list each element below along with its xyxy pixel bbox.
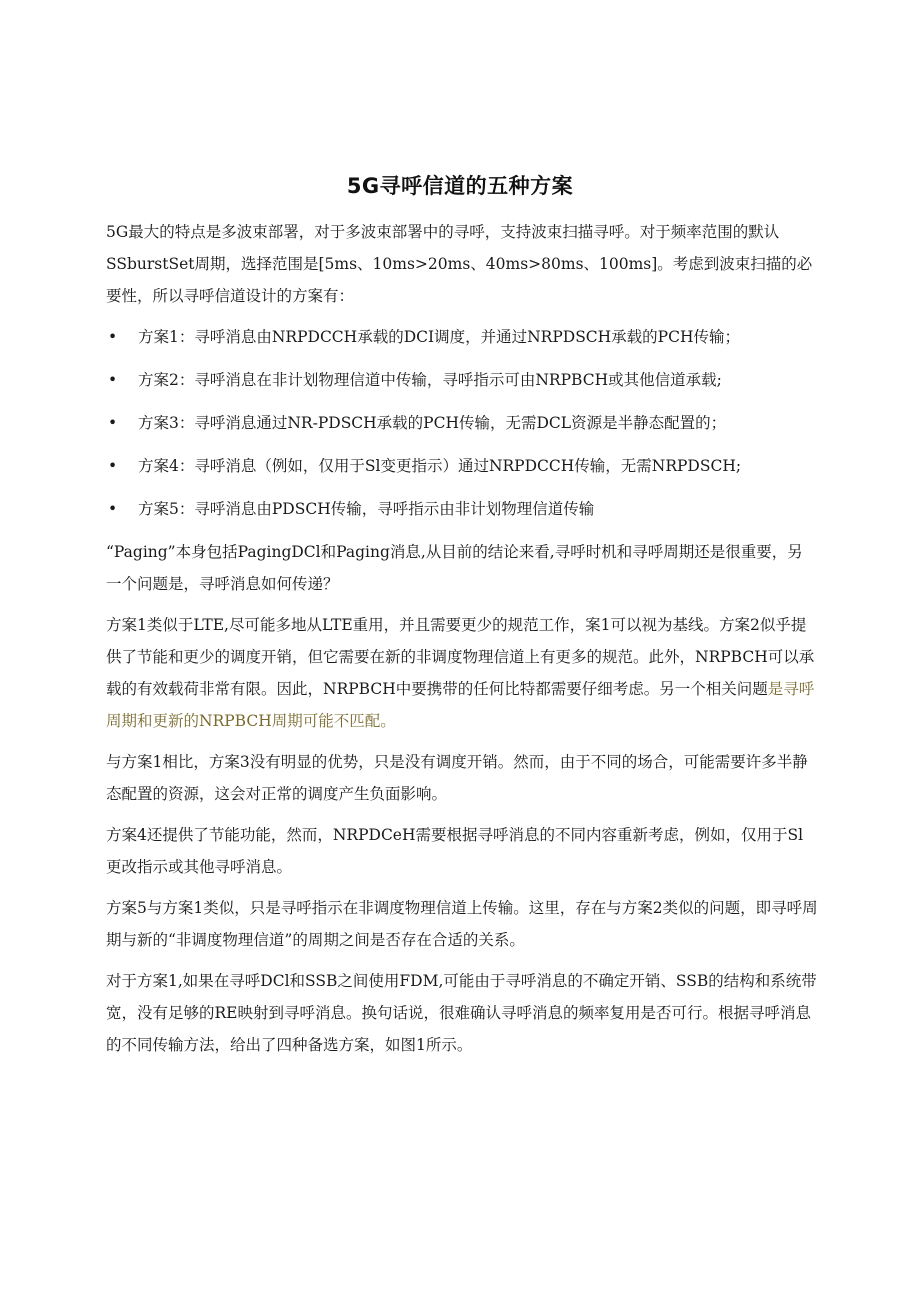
document-body [106,216,818,1070]
plan4-paragraph: 方案4还提供了节能功能，然而，NRPDCeH需要根据寻呼消息的不同内容重新考虑，例如，仅用于Sl更改指示或其他寻呼消息。 [106,826,804,876]
paging-paragraph: “Paging”本身包括PagingDCl和Paging消息,从目前的结论来看,寻呼时机和寻呼周期还是很重要，另一个问题是，寻呼消息如何传递？ [106,543,803,593]
scheme-list-item [106,364,818,396]
bullet-dot-icon: • [108,371,118,389]
scheme-item-text: 方案1：寻呼消息由NRPDCCH承载的DCI调度，并通过NRPDSCH承载的PCH传输； [138,328,740,346]
bullet-dot-icon: • [108,414,118,432]
scheme-item-text: 方案2：寻呼消息在非计划物理信道中传输，寻呼指示可由NRPBCH或其他信道承载; [138,371,722,389]
scheme-list-item [106,450,818,482]
intro-paragraph: 5G最大的特点是多波束部署，对于多波束部署中的寻呼，支持波束扫描寻呼。对于频率范围的默认SSburstSet周期，选择范围是[5ms、10ms>20ms、40ms>80ms、100ms]。考虑到波束扫描的必要性，所以寻呼信道设计的方案有： [106,223,813,305]
scheme-item-text: 方案4：寻呼消息（例如，仅用于Sl变更指示）通过NRPDCCH传输，无需NRPDSCH; [138,457,742,475]
bullet-dot-icon: • [108,328,118,346]
plan5-paragraph: 方案5与方案1类似，只是寻呼指示在非调度物理信道上传输。这里，存在与方案2类似的问题，即寻呼周期与新的“非调度物理信道”的周期之间是否存在合适的关系。 [106,899,818,949]
scheme-list-item [106,493,818,525]
scheme-item-text: 方案3：寻呼消息通过NR-PDSCH承载的PCH传输，无需DCL资源是半静态配置的； [138,414,727,432]
scheme-item-text: 方案5：寻呼消息由PDSCH传输，寻呼指示由非计划物理信道传输 [138,500,595,518]
plan3-paragraph: 与方案1相比，方案3没有明显的优势，只是没有调度开销。然而，由于不同的场合，可能需要许多半静态配置的资源，这会对正常的调度产生负面影响。 [106,753,808,803]
fdm-paragraph: 对于方案1,如果在寻呼DCl和SSB之间使用FDM,可能由于寻呼消息的不确定开销、SSB的结构和系统带宽，没有足够的RE映射到寻呼消息。换句话说，很难确认寻呼消息的频率复用是否可行。根据寻呼消息的不同传输方法，给出了四种备选方案，如图1所示。 [106,972,817,1054]
plan1-highlight-text: 是寻呼周期和更新的NRPBCH周期可能不匹配。 [106,680,815,730]
scheme-list-item [106,407,818,439]
bullet-dot-icon: • [108,500,118,518]
scheme-list-item [106,321,818,353]
scheme-list [106,321,818,525]
document-title: 5G寻呼信道的五种方案 [346,174,574,198]
plan1-paragraph [106,609,818,737]
bullet-dot-icon: • [108,457,118,475]
plan1-text: 方案1类似于LTE,尽可能多地从LTE重用，并且需要更少的规范工作，案1可以视为基线。方案2似乎提供了节能和更少的调度开销，但它需要在新的非调度物理信道上有更多的规范。此外，NRPBCH可以承载的有效载荷非常有限。因此，NRPBCH中要携带的任何比特都需要仔细考虑。另一个相关问题 [106,616,815,698]
